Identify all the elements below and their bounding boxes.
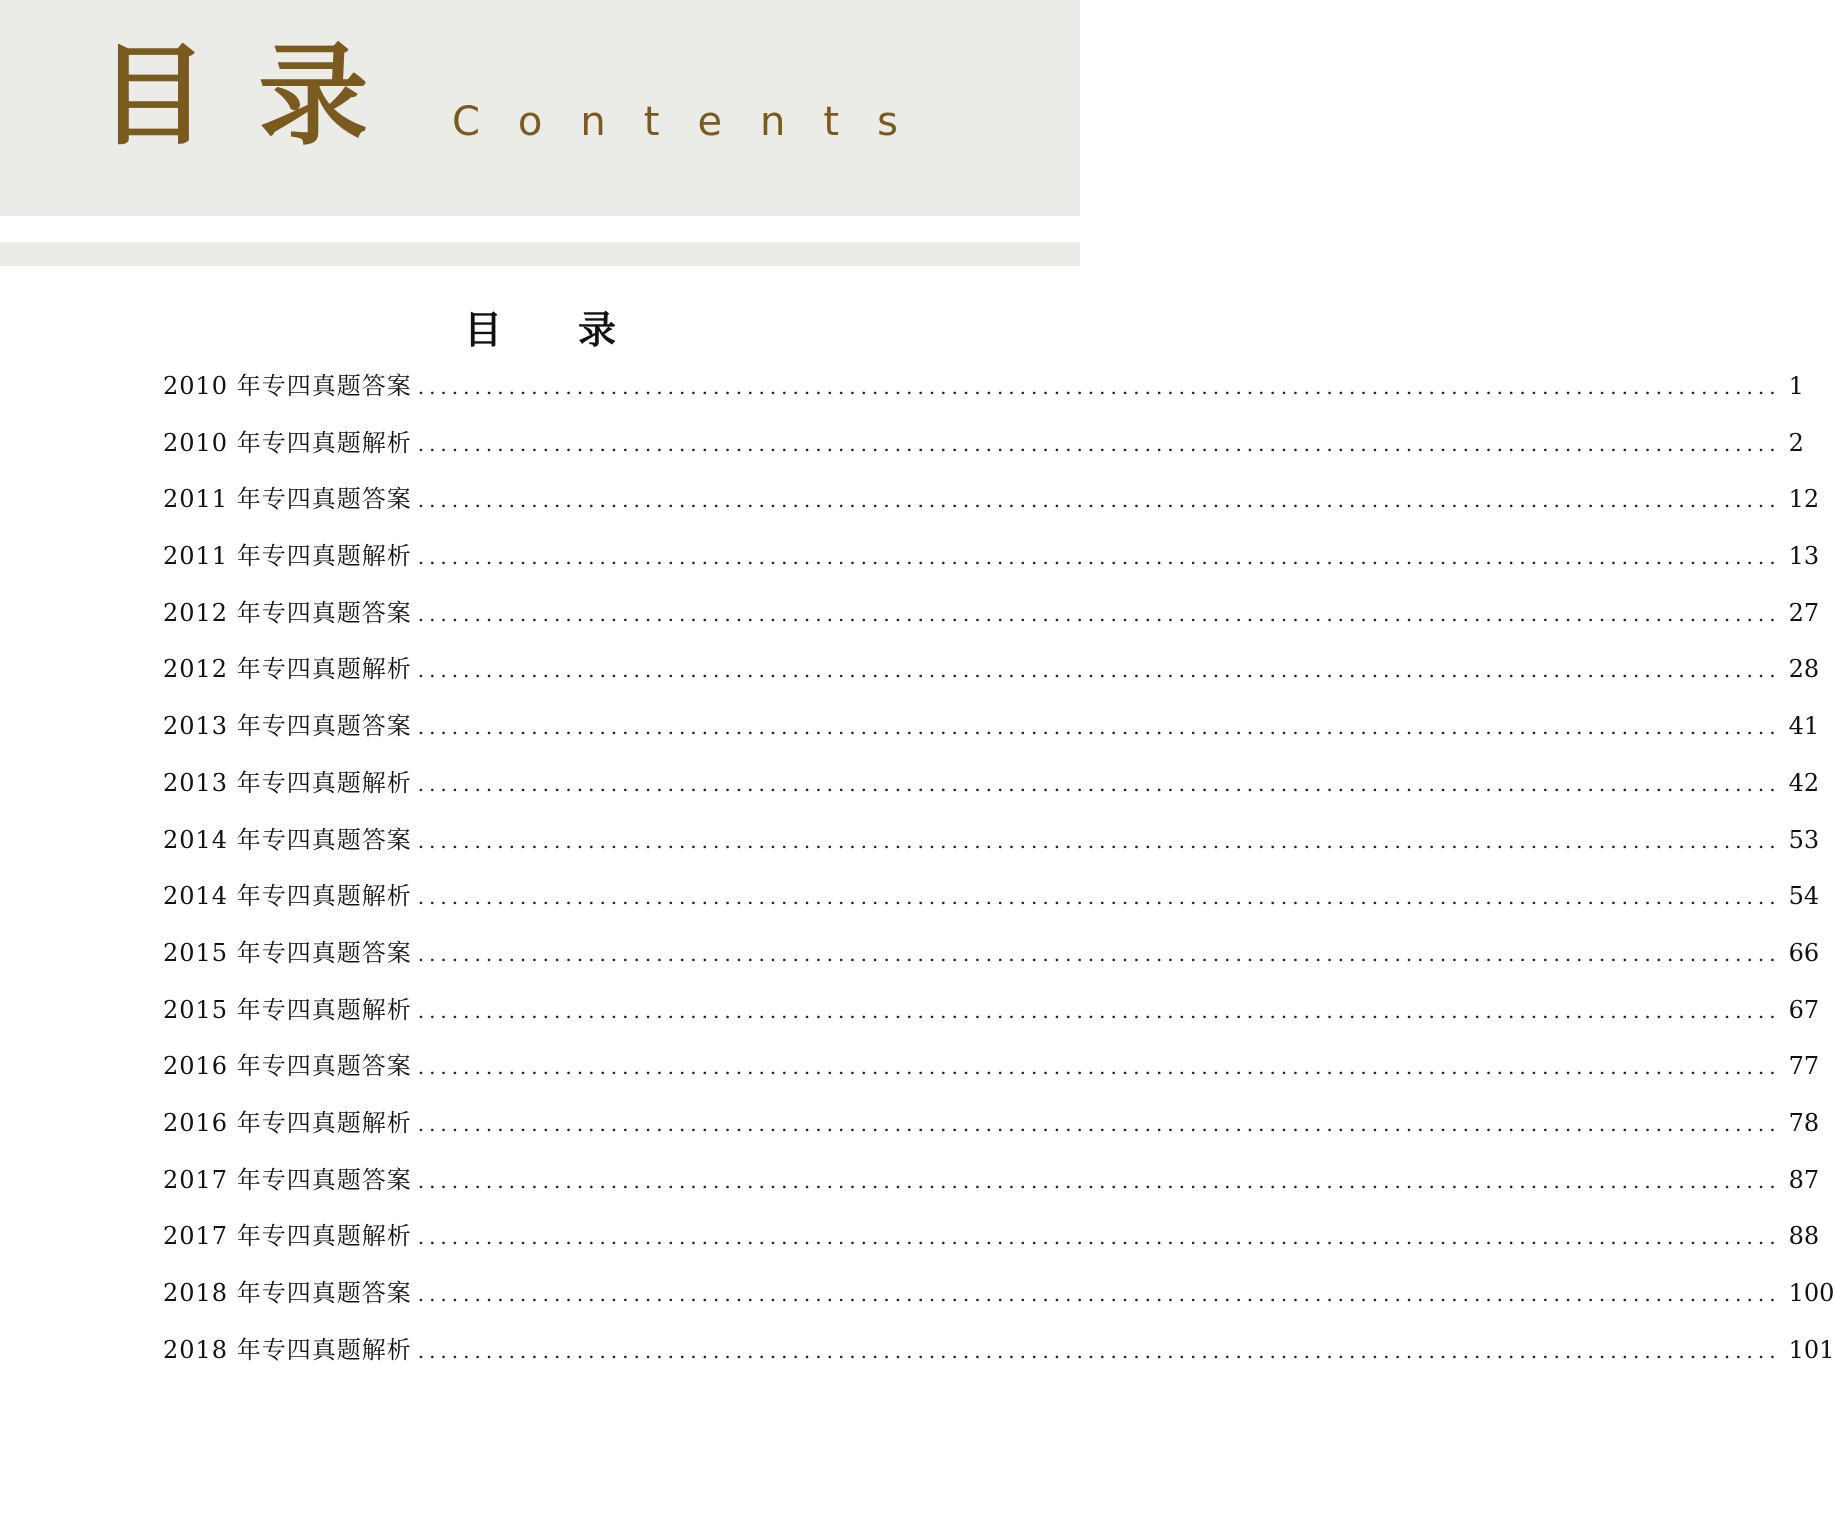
toc-entry[interactable] <box>163 1152 1820 1209</box>
toc-entry[interactable] <box>163 868 1820 925</box>
toc-entry[interactable] <box>163 925 1820 982</box>
toc-entry[interactable] <box>163 698 1820 755</box>
toc-entry-label: 2017 年专四真题解析 <box>163 1222 412 1251</box>
toc-entry-page-number: 13 <box>1788 542 1820 571</box>
toc-entry[interactable] <box>163 1265 1834 1322</box>
toc-dot-leader: ........................................................................................................................ <box>417 658 1781 683</box>
toc-entry[interactable] <box>163 585 1820 642</box>
toc-dot-leader: ........................................................................................................................ <box>417 771 1781 796</box>
toc-entry-label: 2011 年专四真题答案 <box>163 485 412 514</box>
toc-entry-label: 2013 年专四真题答案 <box>163 712 412 741</box>
toc-entry[interactable] <box>163 1322 1834 1379</box>
toc-entry[interactable] <box>163 358 1804 415</box>
toc-entry-page-number: 66 <box>1788 938 1820 967</box>
toc-entry-label: 2018 年专四真题答案 <box>163 1279 412 1307</box>
toc-entry-page-number: 67 <box>1788 995 1820 1024</box>
toc-entry-page-number: 27 <box>1788 598 1820 627</box>
toc-dot-leader: ........................................................................................................................ <box>417 375 1781 399</box>
toc-entry-label: 2018 年专四真题解析 <box>163 1335 412 1364</box>
toc-entry-page-number: 42 <box>1788 768 1820 797</box>
toc-dot-leader: ........................................................................................................................ <box>417 828 1781 853</box>
toc-entry-page-number: 87 <box>1788 1165 1820 1194</box>
toc-entry[interactable] <box>163 812 1820 869</box>
toc-entry-page-number: 12 <box>1788 485 1820 514</box>
toc-dot-leader: ........................................................................................................................ <box>417 885 1781 910</box>
toc-dot-leader: ........................................................................................................................ <box>417 941 1781 966</box>
toc-entry[interactable] <box>163 528 1820 585</box>
toc-entry-page-number: 41 <box>1788 712 1820 741</box>
toc-dot-leader: ........................................................................................................................ <box>417 998 1781 1023</box>
toc-entry-label: 2017 年专四真题答案 <box>163 1165 412 1194</box>
banner-title: 目 录 <box>98 31 375 160</box>
banner-subtitle: Contents <box>452 99 936 145</box>
toc-dot-leader: ........................................................................................................................ <box>417 431 1781 456</box>
toc-entry[interactable] <box>163 1038 1820 1095</box>
toc-entry-label: 2010 年专四真题解析 <box>163 428 412 457</box>
toc-dot-leader: ........................................................................................................................ <box>417 715 1781 740</box>
toc-entry-label: 2013 年专四真题解析 <box>163 768 412 797</box>
toc-entry-label: 2016 年专四真题解析 <box>163 1108 412 1137</box>
toc-list <box>163 358 1834 1378</box>
toc-heading: 目录 <box>463 307 692 352</box>
toc-entry-label: 2015 年专四真题答案 <box>163 938 412 967</box>
toc-entry[interactable] <box>163 415 1804 472</box>
toc-entry[interactable] <box>163 641 1820 698</box>
toc-entry[interactable] <box>163 471 1820 528</box>
toc-entry-page-number: 78 <box>1788 1108 1820 1137</box>
toc-dot-leader: ........................................................................................................................ <box>417 1055 1781 1080</box>
toc-entry-page-number: 1 <box>1788 372 1804 400</box>
toc-entry-label: 2014 年专四真题答案 <box>163 825 412 854</box>
toc-entry-page-number: 77 <box>1788 1052 1820 1081</box>
toc-dot-leader: ........................................................................................................................ <box>417 1168 1781 1193</box>
header-banner <box>0 0 1080 216</box>
toc-dot-leader: ........................................................................................................................ <box>417 601 1781 626</box>
toc-entry-page-number: 28 <box>1788 655 1820 684</box>
toc-entry[interactable] <box>163 982 1820 1039</box>
toc-entry[interactable] <box>163 755 1820 812</box>
toc-entry-label: 2012 年专四真题答案 <box>163 598 412 627</box>
toc-dot-leader: ........................................................................................................................ <box>417 1338 1781 1363</box>
toc-dot-leader: ........................................................................................................................ <box>417 488 1781 513</box>
toc-dot-leader: ........................................................................................................................ <box>417 1282 1781 1306</box>
toc-entry[interactable] <box>163 1095 1820 1152</box>
toc-dot-leader: ........................................................................................................................ <box>417 545 1781 570</box>
toc-entry-label: 2012 年专四真题解析 <box>163 655 412 684</box>
toc-entry-label: 2011 年专四真题解析 <box>163 542 412 571</box>
toc-entry-page-number: 100 <box>1788 1279 1834 1307</box>
toc-dot-leader: ........................................................................................................................ <box>417 1225 1781 1250</box>
toc-entry-label: 2010 年专四真题答案 <box>163 372 412 400</box>
toc-entry-page-number: 101 <box>1788 1335 1834 1364</box>
toc-entry-label: 2016 年专四真题答案 <box>163 1052 412 1081</box>
toc-entry-page-number: 54 <box>1788 882 1820 911</box>
toc-entry[interactable] <box>163 1208 1820 1265</box>
toc-dot-leader: ........................................................................................................................ <box>417 1111 1781 1136</box>
divider-band <box>0 242 1080 266</box>
toc-entry-page-number: 53 <box>1788 825 1820 854</box>
toc-entry-page-number: 2 <box>1788 428 1804 457</box>
toc-entry-label: 2015 年专四真题解析 <box>163 995 412 1024</box>
toc-entry-label: 2014 年专四真题解析 <box>163 882 412 911</box>
toc-entry-page-number: 88 <box>1788 1222 1820 1251</box>
